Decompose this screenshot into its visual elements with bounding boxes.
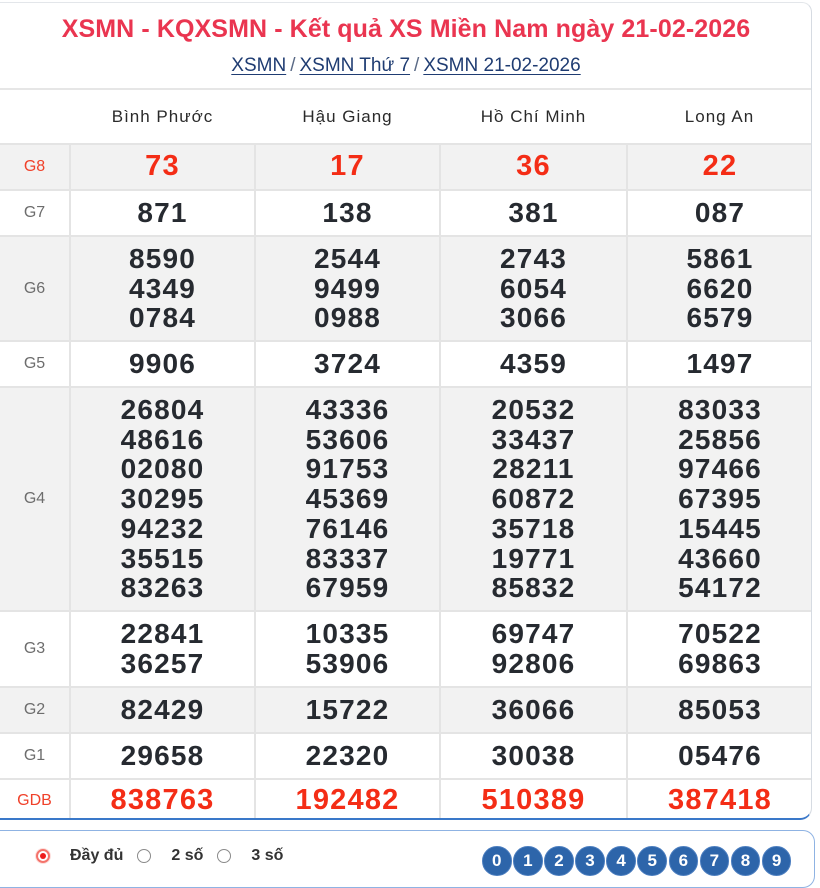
radio-label-full[interactable]: Đầy đủ (70, 847, 124, 864)
prize-row-g6 (0, 236, 812, 341)
result-number: 20532 (491, 394, 576, 426)
breadcrumb-xsmn-date[interactable]: XSMN 21-02-2026 (423, 55, 581, 76)
result-number: 510389 (481, 784, 586, 817)
result-number: 0988 (313, 302, 382, 334)
result-cell (70, 779, 255, 820)
result-cell (440, 387, 627, 611)
result-number: 22 (702, 150, 738, 183)
result-cell (627, 236, 812, 341)
digit-button-1[interactable]: 1 (513, 846, 543, 876)
prize-label: G2 (0, 687, 70, 733)
result-number: 387418 (668, 784, 772, 817)
result-number: 83337 (305, 542, 390, 574)
digit-button-4[interactable]: 4 (606, 846, 636, 876)
result-cell (440, 611, 627, 687)
result-cell (627, 611, 812, 687)
result-cell (255, 733, 440, 779)
province-name: Hồ Chí Minh (440, 90, 627, 144)
result-number: 6579 (686, 302, 754, 334)
radio-label-3-digits[interactable]: 3 số (251, 847, 284, 864)
result-cell (70, 611, 255, 687)
result-number: 2544 (313, 242, 382, 274)
result-cell (70, 387, 255, 611)
result-number: 92806 (491, 648, 576, 679)
result-number: 36 (516, 150, 551, 183)
result-cell (440, 779, 627, 820)
result-cell (440, 190, 627, 236)
digit-button-3[interactable]: 3 (575, 846, 605, 876)
result-number: 15445 (678, 512, 762, 544)
result-cell (627, 387, 812, 611)
result-cell (255, 144, 440, 190)
result-number: 97466 (678, 453, 762, 485)
result-number: 35718 (491, 512, 576, 544)
breadcrumb (0, 55, 812, 77)
result-number: 19771 (491, 542, 576, 574)
result-number: 70522 (678, 618, 762, 650)
result-cell (627, 190, 812, 236)
radio-full[interactable] (36, 849, 50, 863)
results-table (0, 90, 812, 820)
digit-button-5[interactable]: 5 (637, 846, 667, 876)
province-name: Bình Phước (70, 90, 255, 144)
prize-label: G3 (0, 611, 70, 687)
result-number: 17 (330, 150, 365, 183)
result-number: 381 (508, 197, 559, 229)
result-number: 5861 (686, 242, 754, 274)
result-number: 30038 (491, 740, 576, 772)
result-number: 54172 (678, 572, 762, 604)
prize-label: G7 (0, 190, 70, 236)
result-number: 36066 (491, 694, 576, 726)
radio-label-2-digits[interactable]: 2 số (171, 847, 204, 864)
result-cell (440, 236, 627, 341)
result-number: 9499 (313, 272, 382, 304)
prize-row-g4 (0, 387, 812, 611)
result-number: 45369 (305, 483, 390, 515)
prize-row-g8 (0, 144, 812, 190)
result-cell (627, 733, 812, 779)
page-title: XSMN - KQXSMN - Kết quả XS Miền Nam ngày 21-02-2026 (61, 15, 751, 43)
result-cell (440, 341, 627, 387)
result-cell (255, 779, 440, 820)
display-mode-group (36, 847, 297, 865)
result-number: 30295 (120, 483, 205, 515)
result-cell (255, 611, 440, 687)
result-number: 22841 (120, 618, 205, 650)
result-number: 138 (322, 197, 373, 229)
result-number: 60872 (491, 483, 576, 515)
result-number: 91753 (305, 453, 390, 485)
result-cell (627, 144, 812, 190)
result-number: 087 (694, 197, 746, 229)
digit-button-7[interactable]: 7 (700, 846, 730, 876)
prize-label: G8 (0, 144, 70, 190)
result-number: 15722 (305, 694, 390, 726)
digit-button-0[interactable]: 0 (482, 846, 512, 876)
result-number: 35515 (120, 542, 205, 574)
result-number: 69747 (491, 618, 576, 650)
breadcrumb-xsmn-thu-7[interactable]: XSMN Thứ 7 (299, 55, 411, 76)
digit-button-6[interactable]: 6 (669, 846, 699, 876)
result-number: 9906 (128, 348, 197, 380)
result-number: 871 (137, 197, 188, 229)
prize-label: GDB (0, 779, 70, 820)
result-cell (440, 687, 627, 733)
result-number: 53606 (305, 423, 390, 455)
result-number: 76146 (305, 512, 390, 544)
result-number: 838763 (110, 784, 215, 817)
result-cell (70, 144, 255, 190)
result-number: 26804 (120, 394, 205, 426)
radio-3-digits[interactable] (217, 849, 231, 863)
result-number: 73 (145, 150, 180, 183)
prize-label: G5 (0, 341, 70, 387)
result-number: 4359 (499, 348, 568, 380)
result-cell (627, 779, 812, 820)
result-number: 69863 (678, 648, 762, 679)
result-cell (70, 687, 255, 733)
result-cell (70, 341, 255, 387)
province-name: Long An (627, 90, 812, 144)
prize-row-gdb (0, 779, 812, 820)
prize-label: G4 (0, 387, 70, 611)
result-number: 33437 (491, 423, 576, 455)
result-number: 83033 (678, 394, 762, 426)
breadcrumb-separator: / (290, 55, 296, 76)
result-number: 3724 (313, 348, 382, 380)
result-number: 36257 (120, 648, 205, 679)
result-number: 25856 (678, 423, 762, 455)
prize-row-g1 (0, 733, 812, 779)
result-number: 48616 (120, 423, 205, 455)
digit-button-2[interactable]: 2 (544, 846, 574, 876)
result-number: 22320 (305, 740, 390, 772)
results-card (0, 2, 812, 820)
result-number: 192482 (295, 784, 400, 817)
prize-row-g5 (0, 341, 812, 387)
prize-label: G6 (0, 236, 70, 341)
result-cell (70, 733, 255, 779)
breadcrumb-xsmn[interactable]: XSMN (231, 55, 287, 76)
breadcrumb-separator: / (414, 55, 420, 76)
corner-cell (0, 90, 70, 144)
result-cell (255, 687, 440, 733)
result-number: 3066 (499, 302, 568, 334)
province-name: Hậu Giang (255, 90, 440, 144)
result-cell (440, 733, 627, 779)
result-cell (70, 190, 255, 236)
result-cell (627, 687, 812, 733)
province-header-row (0, 90, 812, 144)
result-number: 85053 (678, 694, 762, 726)
result-cell (255, 190, 440, 236)
digit-button-9[interactable]: 9 (762, 846, 792, 876)
display-options-bar (0, 830, 815, 888)
result-number: 83263 (120, 572, 205, 604)
result-number: 6054 (499, 272, 568, 304)
result-number: 6620 (686, 272, 754, 304)
result-number: 02080 (120, 453, 205, 485)
result-number: 28211 (492, 453, 575, 485)
result-number: 53906 (305, 648, 390, 679)
result-number: 2743 (499, 242, 568, 274)
result-number: 1497 (686, 348, 754, 380)
prize-row-g2 (0, 687, 812, 733)
result-number: 0784 (128, 302, 197, 334)
result-number: 67395 (678, 483, 762, 515)
result-number: 43660 (678, 542, 762, 574)
result-number: 82429 (120, 694, 205, 726)
result-number: 10335 (305, 618, 390, 650)
digit-button-8[interactable]: 8 (731, 846, 761, 876)
result-number: 85832 (491, 572, 576, 604)
result-cell (255, 236, 440, 341)
result-cell (255, 341, 440, 387)
result-number: 94232 (120, 512, 205, 544)
result-number: 05476 (678, 740, 762, 772)
result-number: 29658 (120, 740, 205, 772)
digit-filter (482, 846, 791, 876)
result-cell (627, 341, 812, 387)
result-number: 8590 (128, 242, 197, 274)
radio-2-digits[interactable] (137, 849, 151, 863)
result-cell (255, 387, 440, 611)
prize-row-g7 (0, 190, 812, 236)
result-number: 4349 (128, 272, 197, 304)
result-number: 43336 (305, 394, 390, 426)
result-cell (70, 236, 255, 341)
prize-row-g3 (0, 611, 812, 687)
prize-label: G1 (0, 733, 70, 779)
result-cell (440, 144, 627, 190)
result-number: 67959 (305, 572, 390, 604)
